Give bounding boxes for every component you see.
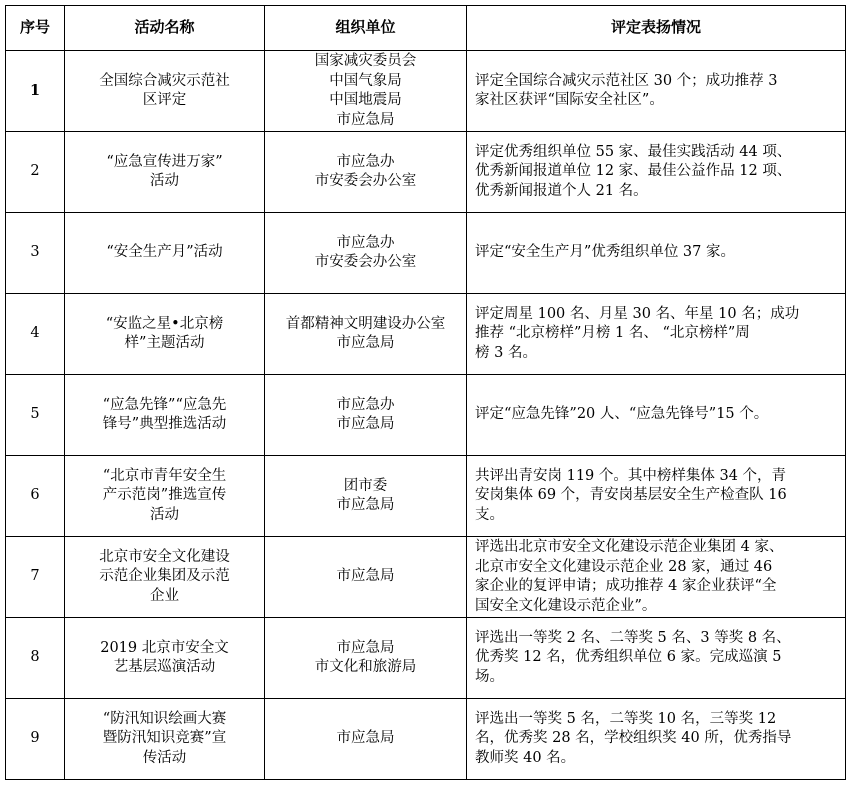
activity-name-cell <box>65 618 265 699</box>
organizer-cell-line: 中国气象局 <box>329 72 402 89</box>
activity-name-cell-line: “安监之星•北京榜 <box>105 315 224 332</box>
table-row <box>6 537 846 618</box>
activity-name-cell <box>65 132 265 213</box>
row-number: 7 <box>6 537 65 618</box>
activity-name-cell <box>65 537 265 618</box>
organizer-cell-line: 中国地震局 <box>329 92 402 108</box>
activity-name-cell-line: “北京市青年安全生 <box>102 467 227 484</box>
result-cell-line: 评定优秀组织单位 55 家、最佳实践活动 44 项、 <box>475 143 792 160</box>
organizer-cell <box>265 699 467 780</box>
organizer-cell-line: 市应急办 <box>336 153 395 170</box>
result-cell <box>467 618 846 699</box>
result-cell-line: 优秀新闻报道个人 21 名。 <box>475 182 648 199</box>
header-result: 评定表扬情况 <box>467 6 846 51</box>
row-number: 4 <box>6 294 65 375</box>
result-cell <box>467 537 846 618</box>
row-number: 5 <box>6 375 65 456</box>
result-cell-line: 家社区获评“国际安全社区”。 <box>475 92 664 108</box>
organizer-cell-line: 市安委会办公室 <box>314 254 417 270</box>
row-number: 3 <box>6 213 65 294</box>
result-cell-line: 共评出青安岗 119 个。其中榜样集体 34 个，青 <box>475 467 787 484</box>
table-row <box>6 213 846 294</box>
result-cell <box>467 51 846 132</box>
activity-name-cell <box>65 294 265 375</box>
table-row <box>6 456 846 537</box>
activity-name-cell-line: 艺基层巡演活动 <box>113 659 216 675</box>
activity-name-cell <box>65 375 265 456</box>
activity-name-cell-line: 示范企业集团及示范 <box>99 568 230 585</box>
result-cell <box>467 699 846 780</box>
result-cell-line: 支。 <box>475 506 504 523</box>
organizer-cell <box>265 213 467 294</box>
header-activity-name: 活动名称 <box>65 6 265 51</box>
organizer-cell-line: 市文化和旅游局 <box>314 659 417 675</box>
organizer-cell-line: 团市委 <box>343 477 388 494</box>
result-cell-line: 优秀新闻报道单位 12 家、最佳公益作品 12 项、 <box>475 163 792 180</box>
activity-name-cell <box>65 51 265 132</box>
activity-name-cell-line: 活动 <box>150 506 179 523</box>
activity-name-cell-line: “安全生产月”活动 <box>106 244 223 261</box>
table-row <box>6 699 846 780</box>
result-cell <box>467 132 846 213</box>
activity-name-cell-line: 全国综合减灾示范社 <box>99 72 230 89</box>
activity-name-cell <box>65 456 265 537</box>
organizer-cell <box>265 537 467 618</box>
row-number: 2 <box>6 132 65 213</box>
result-cell-line: 场。 <box>475 668 504 685</box>
organizer-cell-line: 市应急局 <box>336 568 395 585</box>
result-cell <box>467 213 846 294</box>
result-cell-line: 国安全文化建设示范企业”。 <box>475 597 657 614</box>
activity-name-cell-line: 企业 <box>150 587 179 604</box>
activity-name-cell-line: “应急先锋”“应急先 <box>102 396 227 413</box>
result-cell-line: 评定“应急先锋”20 人、“应急先锋号”15 个。 <box>475 406 769 423</box>
activity-name-cell <box>65 213 265 294</box>
result-cell <box>467 375 846 456</box>
awards-table <box>5 5 846 780</box>
organizer-cell-line: 首都精神文明建设办公室 <box>285 315 446 332</box>
activity-name-cell <box>65 699 265 780</box>
organizer-cell <box>265 456 467 537</box>
result-cell-line: 评定全国综合减灾示范社区 30 个；成功推荐 3 <box>475 72 778 89</box>
activity-name-cell-line: 锋号”典型推选活动 <box>102 416 227 432</box>
row-number: 8 <box>6 618 65 699</box>
table-row <box>6 294 846 375</box>
result-cell-line: 优秀奖 12 名，优秀组织单位 6 家。完成巡演 5 <box>475 649 782 666</box>
result-cell-line: 名，优秀奖 28 名，学校组织奖 40 所，优秀指导 <box>475 730 792 747</box>
result-cell-line: 评选出一等奖 5 名，二等奖 10 名，三等奖 12 <box>475 710 777 727</box>
header-no: 序号 <box>6 6 65 51</box>
result-cell <box>467 294 846 375</box>
activity-name-cell-line: 暨防汛知识竞赛”宣 <box>102 730 227 747</box>
result-cell-line: 评选出北京市安全文化建设示范企业集团 4 家、 <box>475 539 784 555</box>
organizer-cell-line: 市应急办 <box>336 396 395 413</box>
table-row <box>6 51 846 132</box>
result-cell-line: 推荐 “北京榜样”月榜 1 名、 “北京榜样”周 <box>475 325 750 342</box>
activity-name-cell-line: 北京市安全文化建设 <box>99 548 230 565</box>
table-row <box>6 132 846 213</box>
organizer-cell-line: 市应急局 <box>336 497 395 513</box>
result-cell-line: 教师奖 40 名。 <box>475 749 576 766</box>
result-cell-line: 榜 3 名。 <box>475 344 537 361</box>
row-number: 9 <box>6 699 65 780</box>
result-cell-line: 北京市安全文化建设示范企业 28 家，通过 46 <box>475 558 773 575</box>
organizer-cell <box>265 375 467 456</box>
organizer-cell <box>265 132 467 213</box>
organizer-cell-line: 市应急局 <box>336 416 395 432</box>
organizer-cell-line: 国家减灾委员会 <box>314 53 417 69</box>
activity-name-cell-line: 活动 <box>150 173 179 189</box>
activity-name-cell-line: 传活动 <box>142 749 187 766</box>
organizer-cell <box>265 294 467 375</box>
result-cell-line: 家企业的复评申请；成功推荐 4 家企业获评“全 <box>475 578 777 594</box>
organizer-cell-line: 市应急局 <box>336 639 395 656</box>
organizer-cell-line: 市应急局 <box>336 730 395 747</box>
activity-name-cell-line: “应急宣传进万家” <box>106 153 223 170</box>
result-cell-line: 安岗集体 69 个，青安岗基层安全生产检查队 16 <box>475 487 787 504</box>
result-cell-line: 评选出一等奖 2 名、二等奖 5 名、3 等奖 8 名、 <box>475 629 791 646</box>
table-body <box>6 51 846 780</box>
activity-name-cell-line: “防汛知识绘画大赛 <box>102 710 227 727</box>
header-organizer: 组织单位 <box>265 6 467 51</box>
table-row <box>6 618 846 699</box>
organizer-cell-line: 市应急局 <box>336 111 395 128</box>
activity-name-cell-line: 区评定 <box>142 92 187 108</box>
organizer-cell <box>265 618 467 699</box>
organizer-cell-line: 市应急办 <box>336 234 395 251</box>
organizer-cell-line: 市安委会办公室 <box>314 173 417 189</box>
row-number: 1 <box>6 51 65 132</box>
activity-name-cell-line: 产示范岗”推选宣传 <box>102 487 227 504</box>
organizer-cell-line: 市应急局 <box>336 335 395 351</box>
header-row <box>6 6 846 51</box>
organizer-cell <box>265 51 467 132</box>
result-cell-line: 评定周星 100 名、月星 30 名、年星 10 名；成功 <box>475 305 800 322</box>
activity-name-cell-line: 2019 北京市安全文 <box>100 639 229 656</box>
table-row <box>6 375 846 456</box>
result-cell <box>467 456 846 537</box>
activity-name-cell-line: 样”主题活动 <box>124 335 205 351</box>
result-cell-line: 评定“安全生产月”优秀组织单位 37 家。 <box>475 244 735 261</box>
row-number: 6 <box>6 456 65 537</box>
